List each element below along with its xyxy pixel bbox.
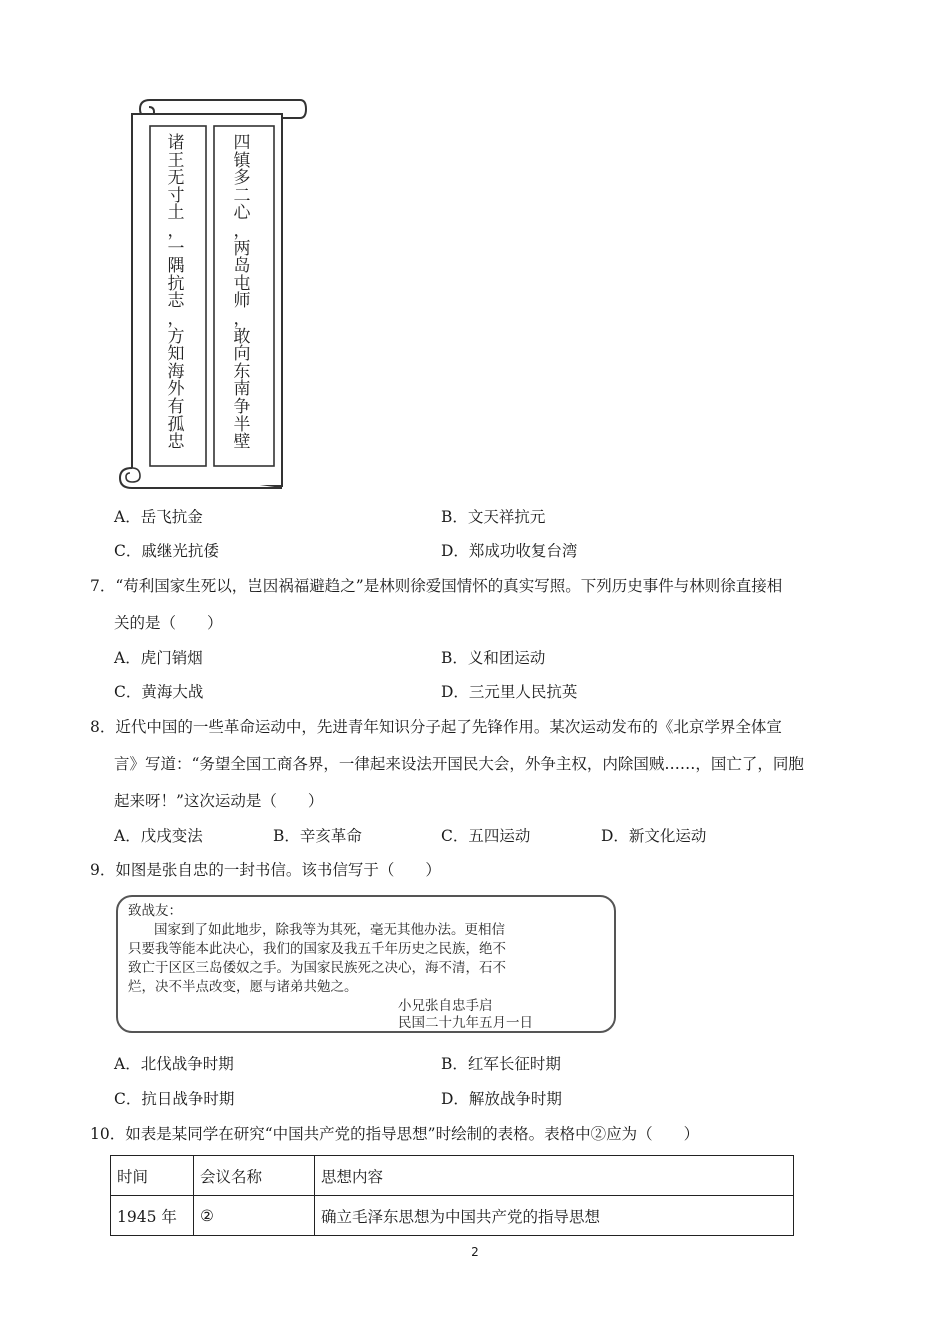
q6-option-d: D．郑成功收复台湾 [441,542,578,560]
q9-option-c: C．抗日战争时期 [114,1090,235,1108]
q9-stem: 9．如图是张自忠的一封书信。该书信写于（ ） [90,861,441,879]
q10-stem: 10．如表是某同学在研究“中国共产党的指导思想”时绘制的表格。表格中②应为（ ） [90,1125,700,1143]
q8-stem-line2: 言》写道：“务望全国工商各界，一律起来设法开国民大会，外争主权，内除国贼……，国亡了，同胞 [114,755,804,773]
couplet-char: 壁 [233,432,251,453]
page-number: 2 [471,1245,479,1259]
q6-option-c: C．戚继光抗倭 [114,542,219,560]
letter-image [116,895,616,1033]
scroll-couplet-right [232,135,252,452]
couplet-char: 敢 [233,326,251,347]
table-header-cell: 思想内容 [315,1156,794,1196]
couplet-char: 师 [233,291,251,312]
q8-option-b: B．辛亥革命 [273,827,362,845]
couplet-char: 镇 [233,150,251,171]
q9-option-b: B．红军长征时期 [441,1055,561,1073]
couplet-char: ， [167,308,185,329]
q7-stem-line1: 7．“苟利国家生死以，岂因祸福避趋之”是林则徐爱国情怀的真实写照。下列历史事件与林则徐直接相 [90,577,783,595]
q8-option-c: C．五四运动 [441,827,531,845]
q7-option-d: D．三元里人民抗英 [441,683,578,701]
couplet-char: 屯 [233,273,251,294]
couplet-char: 抗 [167,273,185,294]
letter-date: 民国二十九年五月一日 [398,1015,533,1031]
table-header-cell: 时间 [111,1156,194,1196]
couplet-char: 隅 [167,256,185,277]
couplet-char: 南 [233,379,251,400]
couplet-char: 岛 [233,256,251,277]
couplet-char: 孤 [167,414,185,435]
letter-line: 国家到了如此地步，除我等为其死，毫无其他办法。更相信 [154,922,505,938]
couplet-char: 向 [233,344,251,365]
q7-option-c: C．黄海大战 [114,683,204,701]
couplet-char: 志 [167,291,185,312]
couplet-char: 两 [233,238,251,259]
q7-option-b: B．义和团运动 [441,649,546,667]
scroll-illustration [110,92,310,492]
couplet-char: 无 [167,168,185,189]
couplet-char: 二 [233,185,251,206]
couplet-char: 寸 [167,185,185,206]
q6-option-b: B．文天祥抗元 [441,508,546,526]
couplet-char: 多 [233,168,251,189]
guiding-thought-table [110,1155,794,1236]
couplet-char: ， [233,308,251,329]
q9-option-a: A．北伐战争时期 [114,1055,234,1073]
q6-option-a: A．岳飞抗金 [114,508,203,526]
letter-signature: 小兄张自忠手启 [398,998,493,1014]
couplet-char: 土 [167,203,185,224]
table-cell: 确立毛泽东思想为中国共产党的指导思想 [315,1196,794,1236]
couplet-char: 海 [167,361,185,382]
table-header-cell: 会议名称 [194,1156,315,1196]
couplet-char: 外 [167,379,185,400]
couplet-char: 心 [233,203,251,224]
couplet-char: 方 [167,326,185,347]
table-cell: ② [194,1196,315,1236]
letter-line: 烂，决不半点改变，愿与诸弟共勉之。 [128,979,358,995]
table-row [111,1196,794,1236]
couplet-char: ， [167,220,185,241]
letter-line: 致亡于区区三岛倭奴之手。为国家民族死之决心，海不清，石不 [128,960,506,976]
couplet-char: 一 [167,238,185,259]
couplet-char: 半 [233,414,251,435]
letter-greeting: 致战友： [128,903,182,919]
couplet-char: 诸 [167,133,185,153]
q7-option-a: A．虎门销烟 [114,649,203,667]
couplet-char: 王 [167,150,185,171]
couplet-char: 东 [233,361,251,382]
scroll-couplet-left [166,135,186,452]
q8-stem-line3: 起来呀！”这次运动是（ ） [114,792,324,810]
q8-option-a: A．戊戌变法 [114,827,203,845]
q8-stem-line1: 8．近代中国的一些革命运动中，先进青年知识分子起了先锋作用。某次运动发布的《北京学界全体宣 [90,718,782,736]
couplet-char: ， [233,220,251,241]
couplet-char: 知 [167,344,185,365]
letter-line: 只要我等能本此决心，我们的国家及我五千年历史之民族，绝不 [128,941,506,957]
table-cell: 1945 年 [111,1196,194,1236]
table-header-row [111,1156,794,1196]
q8-option-d: D．新文化运动 [601,827,707,845]
couplet-char: 四 [233,133,251,153]
q9-option-d: D．解放战争时期 [441,1090,562,1108]
couplet-char: 争 [233,396,251,417]
q7-stem-line2: 关的是（ ） [114,614,223,632]
couplet-char: 忠 [167,432,185,453]
couplet-char: 有 [167,396,185,417]
